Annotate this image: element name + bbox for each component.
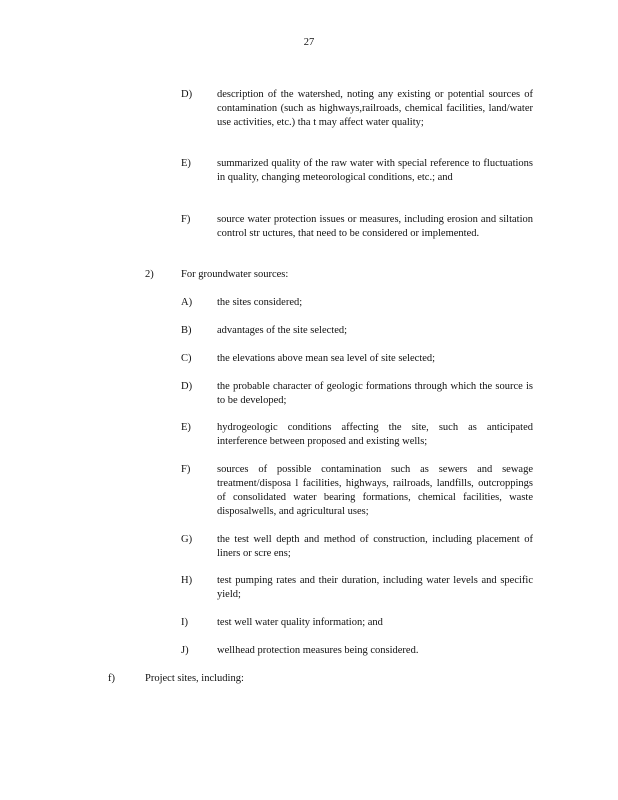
list-marker: A) [181,297,193,308]
list-marker: I) [181,617,188,628]
list-marker: J) [181,645,189,656]
list-item-text: test well water quality information; and [217,617,383,628]
list-marker: B) [181,325,192,336]
list-item-text: sources of possible contamination such as sewers and sewage treatment/disposa l facilities, highways, railroads, landfills, outcroppings of consolidated water bearing formations, chemical facilities, waste disposalwells, and agricultural uses; [217,464,533,517]
list-marker: C) [181,353,192,364]
list-marker: F) [181,214,191,225]
list-item-text: summarized quality of the raw water with special reference to fluctuations in quality, changing meteorological conditions, etc.; and [217,158,533,183]
list-item-text: source water protection issues or measures, including erosion and siltation control str uctures, that need to be considered or implemented. [217,214,533,239]
list-item-text: For groundwater sources: [181,269,289,280]
list-item-text: the sites considered; [217,297,303,308]
list-item-text: the test well depth and method of construction, including placement of liners or scre ens; [217,534,533,559]
list-marker: f) [108,673,115,684]
list-marker: D) [181,89,193,100]
list-marker: 2) [145,269,154,280]
list-item-text: Project sites, including: [145,673,244,684]
list-marker: E) [181,422,191,433]
list-item-text: description of the watershed, noting any existing or potential sources of contamination (such as highways,railroads, chemical facilities, land/water use activities, etc.) tha t may affect water quality; [217,89,533,128]
page-number: 27 [303,37,315,48]
list-item-text: the probable character of geologic formations through which the source is to be developed; [217,381,533,406]
list-marker: F) [181,464,191,475]
list-marker: D) [181,381,193,392]
list-marker: G) [181,534,193,545]
list-item-text: hydrogeologic conditions affecting the site, such as anticipated interference between proposed and existing wells; [217,422,533,447]
list-item-text: the elevations above mean sea level of site selected; [217,353,436,364]
list-item-text: wellhead protection measures being considered. [217,645,419,656]
list-marker: H) [181,575,193,586]
list-item-text: advantages of the site selected; [217,325,348,336]
list-item-text: test pumping rates and their duration, including water levels and specific yield; [217,575,533,600]
list-marker: E) [181,158,191,169]
